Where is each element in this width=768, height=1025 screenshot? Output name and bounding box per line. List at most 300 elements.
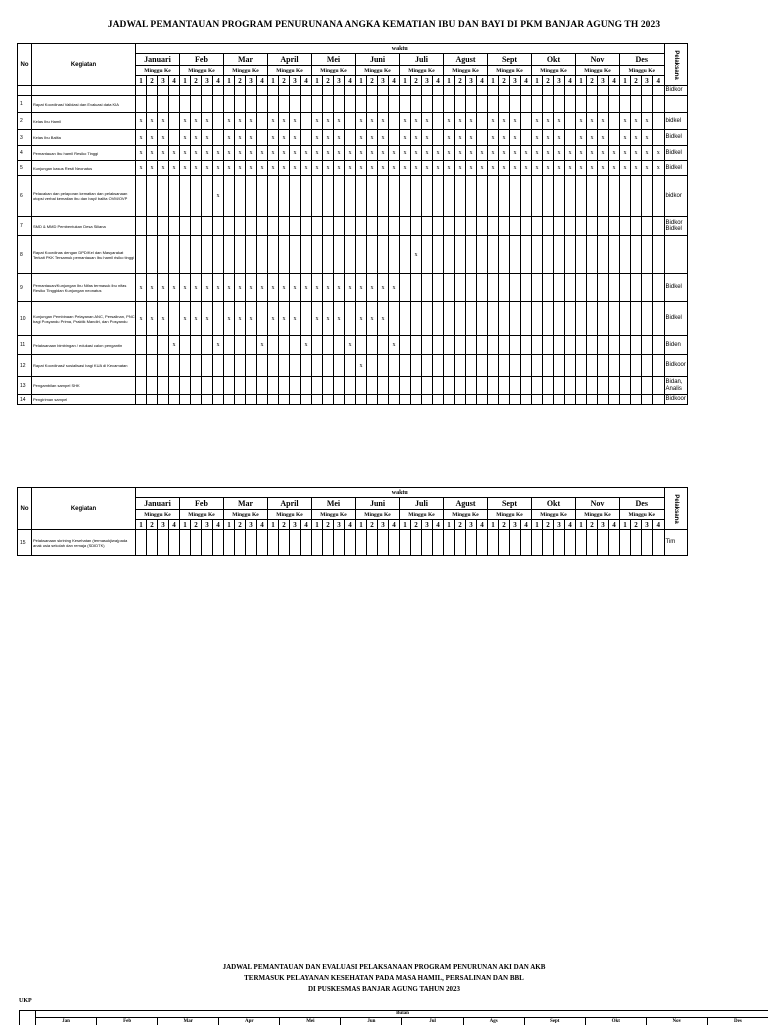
pelaksana-cell: bidkel bbox=[664, 113, 687, 130]
schedule-cell bbox=[653, 336, 665, 355]
week-number: 3 bbox=[290, 76, 301, 86]
schedule-cell: x bbox=[169, 161, 180, 176]
schedule-cell: x bbox=[367, 302, 378, 336]
schedule-cell bbox=[202, 355, 213, 377]
schedule-cell: x bbox=[334, 130, 345, 146]
schedule-cell: x bbox=[477, 161, 488, 176]
week-number: 4 bbox=[433, 76, 444, 86]
schedule-cell bbox=[279, 86, 290, 96]
schedule-cell bbox=[257, 302, 268, 336]
schedule-cell bbox=[587, 336, 598, 355]
schedule-cell bbox=[235, 236, 246, 274]
bottom-month-header: Feb bbox=[97, 1018, 158, 1025]
schedule-cell bbox=[433, 217, 444, 236]
schedule-cell: x bbox=[169, 336, 180, 355]
schedule-cell bbox=[191, 86, 202, 96]
schedule-cell: x bbox=[158, 146, 169, 161]
schedule-cell bbox=[312, 86, 323, 96]
week-number: 3 bbox=[422, 76, 433, 86]
minggu-ke-header: Minggu Ke bbox=[180, 66, 224, 76]
row-number: 8 bbox=[18, 236, 32, 274]
schedule-cell bbox=[356, 176, 367, 217]
pelaksana-cell bbox=[664, 236, 687, 274]
schedule-cell bbox=[620, 176, 631, 217]
schedule-cell: x bbox=[180, 113, 191, 130]
schedule-cell bbox=[499, 86, 510, 96]
schedule-cell bbox=[345, 176, 356, 217]
schedule-cell: x bbox=[257, 146, 268, 161]
schedule-cell bbox=[147, 217, 158, 236]
schedule-cell bbox=[356, 530, 367, 556]
row-number: 10 bbox=[18, 302, 32, 336]
schedule-cell bbox=[257, 96, 268, 113]
activity-row bbox=[18, 217, 688, 236]
schedule-cell bbox=[334, 377, 345, 395]
schedule-cell bbox=[411, 395, 422, 405]
header-pelaksana-label: Pelaksana bbox=[672, 49, 679, 80]
schedule-cell bbox=[631, 377, 642, 395]
schedule-cell bbox=[477, 377, 488, 395]
schedule-cell bbox=[488, 395, 499, 405]
schedule-cell: x bbox=[466, 113, 477, 130]
schedule-cell bbox=[323, 336, 334, 355]
week-number: 2 bbox=[411, 76, 422, 86]
week-number: 2 bbox=[499, 76, 510, 86]
schedule-cell: x bbox=[290, 161, 301, 176]
schedule-cell: x bbox=[301, 146, 312, 161]
schedule-cell bbox=[521, 236, 532, 274]
month-header: Agust bbox=[444, 54, 488, 66]
schedule-cell bbox=[246, 395, 257, 405]
schedule-cell: x bbox=[202, 113, 213, 130]
row-number: 12 bbox=[18, 355, 32, 377]
schedule-cell bbox=[554, 530, 565, 556]
schedule-cell: x bbox=[191, 274, 202, 302]
schedule-cell: x bbox=[367, 113, 378, 130]
week-number: 2 bbox=[367, 76, 378, 86]
schedule-cell bbox=[389, 86, 400, 96]
activity-name: Pelaksanaan bimbingan / edukasi calon pengantin bbox=[32, 336, 136, 355]
schedule-cell: x bbox=[180, 161, 191, 176]
schedule-cell bbox=[213, 113, 224, 130]
activity-name: Rapat Koordinasi/ sosialisasi bagi KUA di Kecamatan bbox=[32, 355, 136, 377]
schedule-cell bbox=[444, 302, 455, 336]
schedule-cell: x bbox=[510, 130, 521, 146]
schedule-cell bbox=[609, 530, 620, 556]
week-number: 3 bbox=[378, 520, 389, 530]
schedule-cell: x bbox=[411, 130, 422, 146]
week-number: 2 bbox=[631, 76, 642, 86]
week-number: 2 bbox=[411, 520, 422, 530]
schedule-cell: x bbox=[620, 146, 631, 161]
schedule-cell: x bbox=[466, 161, 477, 176]
schedule-cell bbox=[642, 395, 653, 405]
schedule-cell bbox=[345, 130, 356, 146]
schedule-cell bbox=[136, 377, 147, 395]
schedule-cell: x bbox=[323, 113, 334, 130]
schedule-cell bbox=[455, 336, 466, 355]
schedule-cell bbox=[411, 217, 422, 236]
schedule-cell: x bbox=[147, 146, 158, 161]
schedule-cell bbox=[147, 377, 158, 395]
schedule-cell bbox=[191, 377, 202, 395]
schedule-cell bbox=[598, 530, 609, 556]
schedule-cell bbox=[158, 176, 169, 217]
schedule-cell bbox=[499, 336, 510, 355]
schedule-cell bbox=[620, 236, 631, 274]
schedule-cell bbox=[246, 86, 257, 96]
week-number: 2 bbox=[323, 76, 334, 86]
month-header: Januari bbox=[136, 54, 180, 66]
schedule-cell bbox=[279, 395, 290, 405]
row-number: 5 bbox=[18, 161, 32, 176]
pelaksana-cell: Bidkel bbox=[664, 161, 687, 176]
schedule-cell: x bbox=[334, 302, 345, 336]
schedule-cell bbox=[466, 302, 477, 336]
schedule-cell: x bbox=[609, 161, 620, 176]
schedule-cell bbox=[312, 336, 323, 355]
schedule-cell: x bbox=[191, 146, 202, 161]
schedule-cell bbox=[543, 217, 554, 236]
activity-name: Pemantauan/Kunjungan Ibu Nifas termasuk ibu nifas Resiko Tinggidan Kunjungan neonatus bbox=[32, 274, 136, 302]
schedule-cell bbox=[543, 302, 554, 336]
schedule-cell bbox=[576, 377, 587, 395]
schedule-cell: x bbox=[389, 146, 400, 161]
schedule-cell: x bbox=[268, 274, 279, 302]
schedule-cell: x bbox=[136, 274, 147, 302]
schedule-cell bbox=[433, 130, 444, 146]
schedule-cell bbox=[620, 86, 631, 96]
schedule-cell: x bbox=[158, 113, 169, 130]
schedule-cell bbox=[246, 355, 257, 377]
schedule-cell bbox=[422, 355, 433, 377]
schedule-cell bbox=[301, 530, 312, 556]
month-header: Nov bbox=[576, 498, 620, 510]
schedule-cell bbox=[653, 274, 665, 302]
schedule-cell bbox=[587, 176, 598, 217]
schedule-cell bbox=[257, 355, 268, 377]
schedule-cell bbox=[312, 176, 323, 217]
schedule-cell: x bbox=[378, 161, 389, 176]
schedule-cell bbox=[565, 86, 576, 96]
schedule-cell bbox=[510, 236, 521, 274]
schedule-cell bbox=[488, 377, 499, 395]
schedule-cell bbox=[246, 530, 257, 556]
week-number: 1 bbox=[488, 76, 499, 86]
schedule-cell: x bbox=[290, 113, 301, 130]
schedule-cell: x bbox=[290, 146, 301, 161]
bottom-title-line-2: TERMASUK PELAYANAN KESEHATAN PADA MASA HAMIL, PERSALINAN DAN BBL bbox=[244, 974, 524, 982]
schedule-cell bbox=[389, 355, 400, 377]
minggu-ke-header: Minggu Ke bbox=[268, 66, 312, 76]
schedule-cell: x bbox=[466, 146, 477, 161]
schedule-cell bbox=[620, 302, 631, 336]
schedule-cell bbox=[466, 355, 477, 377]
schedule-cell bbox=[598, 395, 609, 405]
schedule-cell bbox=[521, 530, 532, 556]
schedule-cell: x bbox=[411, 161, 422, 176]
activity-name: Rapat Koordinas dengan DPD/Kel dan Masyarakat Terkait PKK Tersamuk pemantauan Ibu hamil risiko tinggi bbox=[32, 236, 136, 274]
schedule-cell: x bbox=[356, 161, 367, 176]
schedule-cell bbox=[400, 274, 411, 302]
week-number: 2 bbox=[191, 520, 202, 530]
row-number: 7 bbox=[18, 217, 32, 236]
schedule-cell bbox=[510, 274, 521, 302]
schedule-cell bbox=[576, 336, 587, 355]
schedule-cell bbox=[345, 86, 356, 96]
schedule-cell bbox=[576, 86, 587, 96]
schedule-cell: x bbox=[246, 274, 257, 302]
month-header: Agust bbox=[444, 498, 488, 510]
schedule-cell bbox=[433, 530, 444, 556]
schedule-cell bbox=[389, 302, 400, 336]
activity-row bbox=[18, 302, 688, 336]
schedule-cell bbox=[202, 377, 213, 395]
schedule-cell bbox=[367, 176, 378, 217]
schedule-cell bbox=[477, 395, 488, 405]
schedule-cell bbox=[356, 217, 367, 236]
schedule-cell bbox=[444, 377, 455, 395]
schedule-cell bbox=[279, 336, 290, 355]
schedule-cell bbox=[224, 217, 235, 236]
activity-row bbox=[18, 274, 688, 302]
schedule-cell bbox=[400, 176, 411, 217]
schedule-cell: x bbox=[422, 113, 433, 130]
schedule-cell bbox=[532, 302, 543, 336]
schedule-cell bbox=[235, 336, 246, 355]
schedule-cell bbox=[378, 395, 389, 405]
schedule-cell: x bbox=[191, 113, 202, 130]
activity-row bbox=[18, 86, 688, 96]
schedule-cell bbox=[169, 113, 180, 130]
minggu-ke-header: Minggu Ke bbox=[620, 66, 665, 76]
schedule-cell bbox=[279, 96, 290, 113]
schedule-cell bbox=[180, 217, 191, 236]
schedule-cell: x bbox=[268, 146, 279, 161]
schedule-cell bbox=[356, 236, 367, 274]
week-number: 4 bbox=[213, 520, 224, 530]
schedule-cell bbox=[224, 96, 235, 113]
schedule-cell bbox=[158, 236, 169, 274]
schedule-cell bbox=[554, 86, 565, 96]
schedule-cell bbox=[378, 176, 389, 217]
schedule-cell: x bbox=[554, 113, 565, 130]
schedule-cell bbox=[224, 530, 235, 556]
header-kegiatan: Kegiatan bbox=[32, 488, 136, 530]
pelaksana-cell bbox=[664, 96, 687, 113]
schedule-cell bbox=[334, 176, 345, 217]
activity-row bbox=[18, 236, 688, 274]
schedule-cell bbox=[191, 176, 202, 217]
week-number: 2 bbox=[235, 76, 246, 86]
schedule-cell bbox=[477, 176, 488, 217]
schedule-cell: x bbox=[136, 113, 147, 130]
pelaksana-cell: Bidan, Analis bbox=[664, 377, 687, 395]
schedule-cell bbox=[235, 176, 246, 217]
schedule-cell bbox=[279, 530, 290, 556]
schedule-cell bbox=[466, 176, 477, 217]
schedule-cell bbox=[477, 302, 488, 336]
schedule-cell bbox=[367, 336, 378, 355]
schedule-cell bbox=[455, 302, 466, 336]
schedule-cell bbox=[191, 530, 202, 556]
schedule-cell bbox=[631, 530, 642, 556]
schedule-cell bbox=[257, 176, 268, 217]
schedule-cell bbox=[202, 336, 213, 355]
activity-row bbox=[18, 176, 688, 217]
schedule-cell bbox=[576, 96, 587, 113]
week-number: 2 bbox=[499, 520, 510, 530]
schedule-cell: x bbox=[323, 302, 334, 336]
schedule-cell bbox=[312, 96, 323, 113]
schedule-cell bbox=[213, 96, 224, 113]
schedule-cell bbox=[257, 113, 268, 130]
schedule-cell bbox=[477, 96, 488, 113]
schedule-cell bbox=[290, 86, 301, 96]
schedule-cell bbox=[576, 395, 587, 405]
week-number: 3 bbox=[554, 520, 565, 530]
schedule-cell bbox=[488, 530, 499, 556]
schedule-cell bbox=[477, 217, 488, 236]
schedule-cell bbox=[499, 302, 510, 336]
schedule-cell bbox=[257, 217, 268, 236]
week-number: 4 bbox=[257, 520, 268, 530]
schedule-cell: x bbox=[532, 161, 543, 176]
schedule-cell bbox=[466, 274, 477, 302]
schedule-cell bbox=[477, 113, 488, 130]
schedule-cell bbox=[334, 395, 345, 405]
week-number: 2 bbox=[147, 520, 158, 530]
minggu-ke-header: Minggu Ke bbox=[444, 510, 488, 520]
schedule-cell: x bbox=[268, 161, 279, 176]
pelaksana-cell: Bidkoor bbox=[664, 355, 687, 377]
schedule-cell: x bbox=[587, 130, 598, 146]
schedule-cell bbox=[609, 302, 620, 336]
minggu-ke-header: Minggu Ke bbox=[224, 66, 268, 76]
schedule-cell bbox=[642, 377, 653, 395]
week-number: 1 bbox=[444, 76, 455, 86]
schedule-cell: x bbox=[444, 161, 455, 176]
schedule-cell bbox=[345, 302, 356, 336]
schedule-cell: x bbox=[367, 130, 378, 146]
schedule-cell: x bbox=[521, 146, 532, 161]
schedule-cell bbox=[455, 274, 466, 302]
schedule-cell bbox=[301, 395, 312, 405]
schedule-cell bbox=[136, 355, 147, 377]
schedule-cell bbox=[642, 236, 653, 274]
schedule-cell: x bbox=[543, 146, 554, 161]
schedule-cell bbox=[653, 217, 665, 236]
schedule-cell bbox=[345, 395, 356, 405]
schedule-cell bbox=[400, 355, 411, 377]
week-number: 4 bbox=[213, 76, 224, 86]
schedule-cell: x bbox=[499, 113, 510, 130]
week-number: 1 bbox=[136, 76, 147, 86]
schedule-cell bbox=[477, 336, 488, 355]
bottom-month-header: Sept bbox=[525, 1018, 586, 1025]
schedule-cell bbox=[631, 217, 642, 236]
bottom-month-header: Des bbox=[708, 1018, 768, 1025]
week-number: 3 bbox=[290, 520, 301, 530]
week-number: 3 bbox=[158, 520, 169, 530]
month-header: Des bbox=[620, 54, 665, 66]
minggu-ke-header: Minggu Ke bbox=[312, 66, 356, 76]
week-number: 2 bbox=[455, 520, 466, 530]
schedule-cell bbox=[532, 336, 543, 355]
schedule-cell: x bbox=[235, 113, 246, 130]
schedule-cell bbox=[444, 236, 455, 274]
schedule-cell bbox=[653, 302, 665, 336]
schedule-cell bbox=[158, 355, 169, 377]
schedule-cell: x bbox=[422, 146, 433, 161]
schedule-cell bbox=[565, 176, 576, 217]
schedule-cell bbox=[268, 176, 279, 217]
schedule-cell bbox=[631, 355, 642, 377]
schedule-cell bbox=[323, 530, 334, 556]
schedule-cell bbox=[400, 377, 411, 395]
schedule-cell bbox=[378, 236, 389, 274]
schedule-cell bbox=[180, 355, 191, 377]
activity-row bbox=[18, 355, 688, 377]
schedule-cell bbox=[246, 176, 257, 217]
schedule-cell: x bbox=[598, 113, 609, 130]
week-number: 1 bbox=[224, 76, 235, 86]
schedule-cell bbox=[301, 377, 312, 395]
schedule-cell bbox=[268, 336, 279, 355]
week-number: 4 bbox=[345, 520, 356, 530]
schedule-cell bbox=[356, 96, 367, 113]
schedule-cell bbox=[257, 86, 268, 96]
schedule-cell bbox=[224, 377, 235, 395]
minggu-ke-header: Minggu Ke bbox=[180, 510, 224, 520]
schedule-cell bbox=[389, 113, 400, 130]
week-number: 4 bbox=[477, 76, 488, 86]
schedule-cell bbox=[202, 176, 213, 217]
minggu-ke-header: Minggu Ke bbox=[400, 510, 444, 520]
schedule-cell bbox=[642, 302, 653, 336]
schedule-cell bbox=[642, 217, 653, 236]
schedule-cell: x bbox=[532, 130, 543, 146]
schedule-cell bbox=[301, 96, 312, 113]
schedule-cell: x bbox=[455, 161, 466, 176]
schedule-cell bbox=[576, 274, 587, 302]
schedule-cell: x bbox=[565, 146, 576, 161]
activity-name: Pelacakan dan pelaporan kematian dan pelaksanaan otopsi verbal kematian ibu dan bayi/ balita OVM/OVP bbox=[32, 176, 136, 217]
schedule-cell bbox=[367, 395, 378, 405]
schedule-cell bbox=[158, 377, 169, 395]
schedule-cell: x bbox=[378, 274, 389, 302]
week-number: 3 bbox=[334, 76, 345, 86]
schedule-cell bbox=[576, 236, 587, 274]
schedule-cell bbox=[180, 336, 191, 355]
schedule-cell bbox=[400, 96, 411, 113]
schedule-cell bbox=[433, 355, 444, 377]
schedule-cell bbox=[554, 336, 565, 355]
schedule-cell bbox=[290, 336, 301, 355]
schedule-cell: x bbox=[180, 146, 191, 161]
schedule-cell: x bbox=[224, 130, 235, 146]
schedule-cell bbox=[587, 355, 598, 377]
schedule-cell bbox=[235, 377, 246, 395]
schedule-cell bbox=[543, 377, 554, 395]
schedule-cell: x bbox=[301, 274, 312, 302]
schedule-cell bbox=[455, 395, 466, 405]
schedule-cell bbox=[345, 113, 356, 130]
schedule-cell: x bbox=[279, 161, 290, 176]
schedule-cell: x bbox=[400, 161, 411, 176]
schedule-cell bbox=[356, 377, 367, 395]
schedule-cell: x bbox=[543, 161, 554, 176]
